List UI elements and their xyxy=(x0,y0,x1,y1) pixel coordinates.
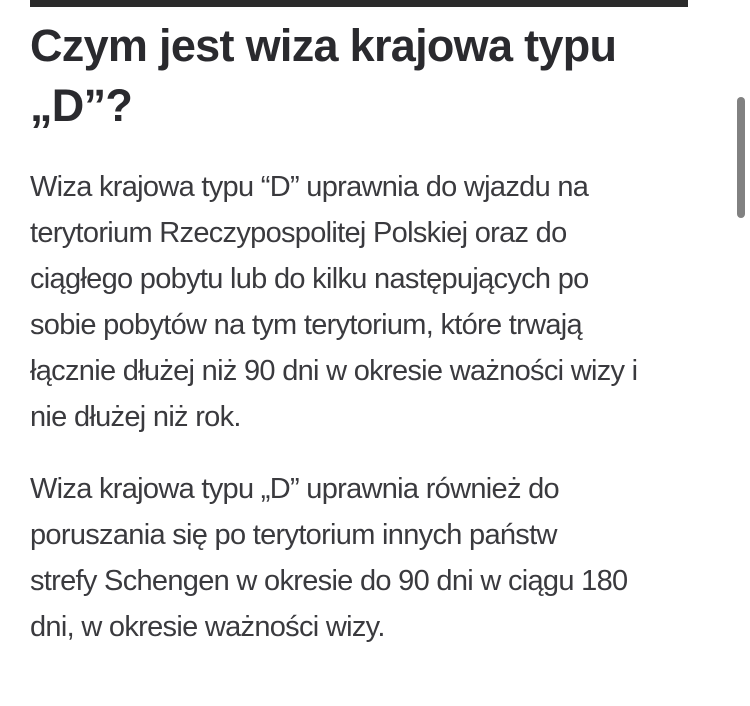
text-line: Wiza krajowa typu „D” uprawnia również do xyxy=(30,473,559,505)
section-divider xyxy=(30,0,688,7)
page-title-line-2: „D”? xyxy=(30,80,133,131)
paragraph-schengen-travel xyxy=(30,466,750,650)
text-line: terytorium Rzeczypospolitej Polskiej oraz do xyxy=(30,217,567,249)
text-line: łącznie dłużej niż 90 dni w okresie ważności wizy i xyxy=(30,355,638,387)
text-line: dni, w okresie ważności wizy. xyxy=(30,611,385,643)
text-line: strefy Schengen w okresie do 90 dni w ciągu 180 xyxy=(30,565,628,597)
text-line: nie dłużej niż rok. xyxy=(30,401,241,433)
scrollbar-thumb[interactable] xyxy=(737,97,745,218)
page-title xyxy=(30,16,720,136)
paragraph-visa-entry xyxy=(30,164,750,440)
text-line: ciągłego pobytu lub do kilku następujących po xyxy=(30,263,589,295)
text-line: poruszania się po terytorium innych państw xyxy=(30,519,557,551)
page-title-line-1: Czym jest wiza krajowa typu xyxy=(30,20,617,71)
text-line: sobie pobytów na tym terytorium, które trwają xyxy=(30,309,582,341)
text-line: Wiza krajowa typu “D” uprawnia do wjazdu na xyxy=(30,171,589,203)
